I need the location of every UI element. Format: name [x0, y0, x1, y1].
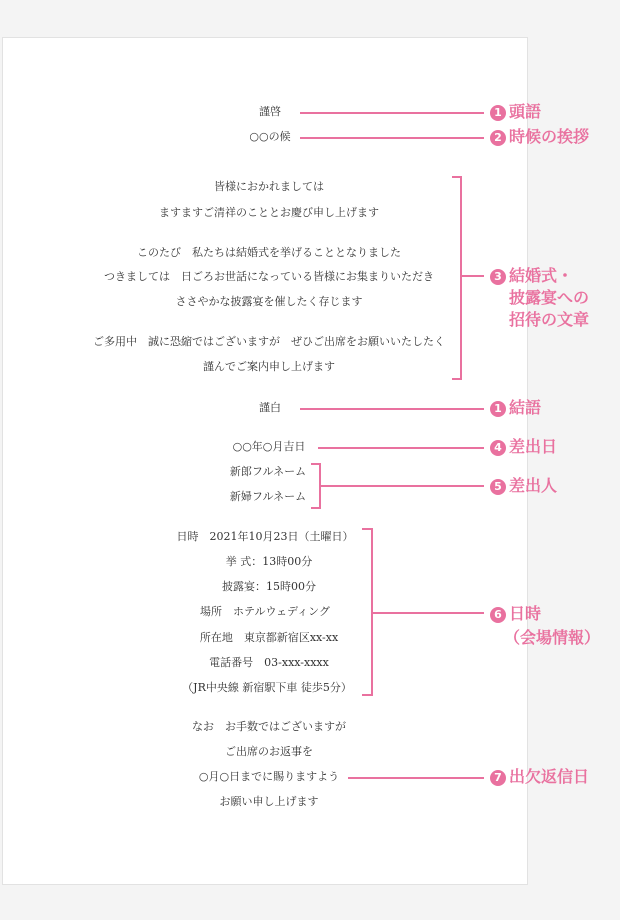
annotation-text: 時候の挨拶 — [509, 127, 590, 146]
connector-line — [318, 447, 484, 449]
groom-name: 新郎フルネーム — [229, 465, 307, 478]
connector-line — [371, 612, 484, 614]
number-badge: 7 — [490, 770, 506, 786]
connector-line — [348, 777, 484, 779]
detail-line: 披露宴：15時00分 — [222, 580, 316, 593]
rsvp-line: ご出席のお返事を — [225, 745, 313, 758]
connector-line — [300, 408, 484, 410]
number-badge: 3 — [490, 269, 506, 285]
annotation-sender — [490, 476, 557, 496]
body-line: ご多用中 誠に恐縮ではございますが ぜひご出席をお願いいたしたく — [93, 335, 445, 348]
detail-line: 場所 ホテルウェディング — [200, 605, 330, 618]
connector-line — [460, 275, 484, 277]
body-line: このたび 私たちは結婚式を挙げることとなりました — [137, 246, 401, 259]
number-badge: 1 — [490, 105, 506, 121]
annotation-text: 出欠返信日 — [509, 767, 590, 786]
bracket-line — [362, 528, 372, 530]
connector-line — [300, 112, 484, 114]
body-line: ささやかな披露宴を催したく存じます — [175, 295, 363, 308]
annotation-text: 頭語 — [509, 102, 542, 121]
bracket-line — [452, 378, 461, 380]
detail-line: （JR中央線 新宿駅下車 徒歩5分） — [182, 681, 352, 694]
detail-line: 所在地 東京都新宿区xx-xx — [199, 631, 339, 644]
number-badge: 4 — [490, 440, 506, 456]
detail-line: 日時 2021年10月23日（土曜日） — [176, 530, 354, 543]
season-greeting-text: ○○の候 — [249, 130, 291, 143]
body-line: 皆様におかれましては — [214, 180, 324, 193]
bracket-line — [362, 694, 372, 696]
bracket-line — [452, 176, 461, 178]
number-badge: 2 — [490, 130, 506, 146]
annotation-text: 結婚式・ — [509, 266, 574, 285]
date-text: ○○年○月吉日 — [232, 440, 306, 453]
annotation-text: 差出人 — [509, 476, 558, 495]
heading-text: 謹啓 — [259, 105, 281, 118]
detail-line: 電話番号 03-xxx-xxxx — [209, 656, 329, 669]
annotation-text: 披露宴への — [509, 288, 590, 307]
number-badge: 1 — [490, 401, 506, 417]
body-line: つきましては 日ごろお世話になっている皆様にお集まりいただき — [104, 270, 434, 283]
rsvp-line: ○月○日までに賜りますよう — [198, 770, 340, 783]
rsvp-line: なお お手数ではございますが — [192, 720, 346, 733]
connector-line — [300, 137, 484, 139]
annotation-text: 結語 — [509, 398, 542, 417]
connector-line — [319, 485, 484, 487]
number-badge: 6 — [490, 607, 506, 623]
bride-name: 新婦フルネーム — [229, 490, 307, 503]
annotation-datetime — [490, 602, 600, 650]
bracket-line — [311, 507, 320, 509]
annotation-text: 招待の文章 — [509, 310, 590, 329]
annotation-text: 差出日 — [509, 437, 558, 456]
annotation-closing-word — [490, 398, 541, 418]
annotation-send-date — [490, 437, 557, 457]
annotation-season — [490, 127, 589, 147]
annotation-text: （会場情報） — [504, 628, 601, 647]
annotation-heading-word — [490, 102, 541, 122]
bracket-line — [311, 463, 320, 465]
annotation-rsvp — [490, 767, 589, 787]
bracket-line — [460, 176, 462, 380]
closing-text: 謹白 — [259, 401, 281, 414]
annotation-text: 日時 — [509, 604, 542, 623]
detail-line: 挙 式：13時00分 — [225, 555, 313, 568]
body-line: 謹んでご案内申し上げます — [203, 360, 335, 373]
number-badge: 5 — [490, 479, 506, 495]
body-line: ますますご清祥のこととお慶び申し上げます — [159, 206, 379, 219]
annotation-invitation — [490, 265, 589, 331]
rsvp-line: お願い申し上げます — [219, 795, 319, 808]
